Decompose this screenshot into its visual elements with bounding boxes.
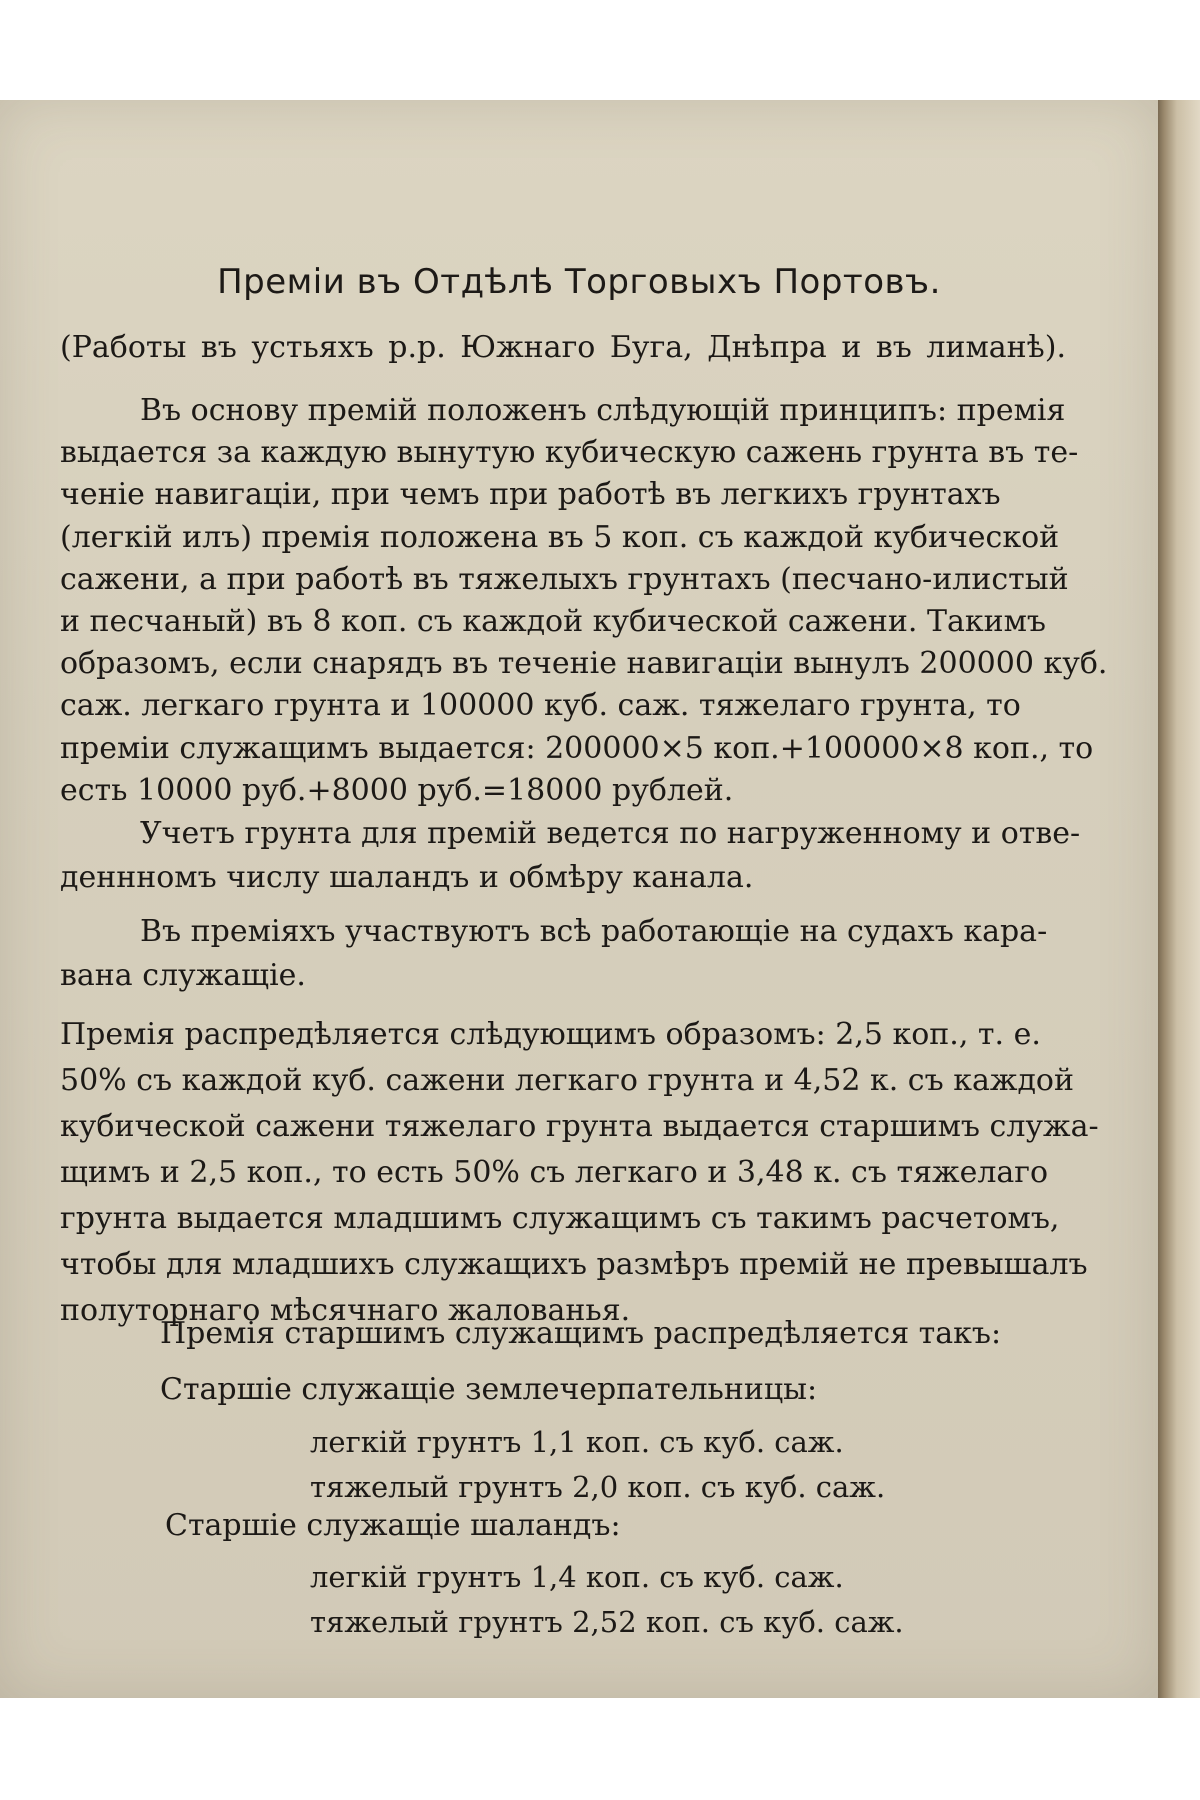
text-line: образомъ, если снарядъ въ теченіе навигаціи вынулъ 200000 куб.: [60, 646, 1108, 682]
background-margin: [0, 1698, 1200, 1800]
text-line: деннномъ числу шаландъ и обмѣру канала.: [60, 860, 754, 895]
text-line: чтобы для младшихъ служащихъ размѣръ премій не превышалъ: [60, 1247, 1088, 1282]
text-line: кубической сажени тяжелаго грунта выдается старшимъ служа-: [60, 1109, 1099, 1144]
text-line: грунта выдается младшимъ служащимъ съ такимъ расчетомъ,: [60, 1201, 1060, 1236]
paragraph-participants: [60, 910, 1060, 998]
list-item: тяжелый грунтъ 2,0 коп. съ куб. саж.: [310, 1470, 886, 1504]
text-line: Премія распредѣляется слѣдующимъ образомъ: 2,5 коп., т. е.: [60, 1017, 1041, 1052]
text-line: 50% съ каждой куб. сажени легкаго грунта и 4,52 к. съ каждой: [60, 1063, 1074, 1098]
list-item: легкій грунтъ 1,4 коп. съ куб. саж.: [310, 1560, 844, 1594]
text-line: полуторнаго мѣсячнаго жалованья.: [60, 1293, 631, 1328]
text-line: выдается за каждую вынутую кубическую сажень грунта въ те-: [60, 435, 1079, 471]
list-item: легкій грунтъ 1,1 коп. съ куб. саж.: [310, 1425, 844, 1459]
paragraph-accounting: [60, 812, 1081, 900]
text-line: (легкій илъ) премія положена въ 5 коп. съ каждой кубической: [60, 519, 1060, 555]
text-line: есть 10000 руб.+8000 руб.=18000 рублей.: [60, 772, 734, 808]
text-line: щимъ и 2,5 коп., то есть 50% съ легкаго и 3,48 к. съ тяжелаго: [60, 1155, 1049, 1190]
heading-dredger-staff: Старшіе служащіе землечерпательницы:: [160, 1372, 818, 1407]
text-line: и песчаный) въ 8 коп. съ каждой кубической сажени. Такимъ: [60, 604, 1047, 640]
list-item: тяжелый грунтъ 2,52 коп. съ куб. саж.: [310, 1605, 904, 1639]
text-line: Въ преміяхъ участвуютъ всѣ работающіе на судахъ кара-: [140, 914, 1048, 949]
text-line: ченіе навигаціи, при чемъ при работѣ въ легкихъ грунтахъ: [60, 477, 1001, 513]
heading-barge-staff: Старшіе служащіе шаландъ:: [165, 1508, 621, 1543]
page-subtitle: (Работы въ устьяхъ р.р. Южнаго Буга, Днѣпра и въ лиманѣ).: [60, 330, 1066, 365]
page-title: Преміи въ Отдѣлѣ Торговыхъ Портовъ.: [217, 262, 941, 302]
text-line: Въ основу премій положенъ слѣдующій принципъ: премія: [140, 393, 1066, 428]
paragraph-senior-intro: Премія старшимъ служащимъ распредѣляется такъ:: [160, 1316, 1002, 1351]
paragraph-distribution: [60, 1012, 1099, 1334]
paragraph-principle: [60, 390, 1108, 812]
text-line: преміи служащимъ выдается: 200000×5 коп.+100000×8 коп., то: [60, 730, 1094, 766]
text-line: саж. легкаго грунта и 100000 куб. саж. тяжелаго грунта, то: [60, 688, 1021, 724]
barge-rates-list: [310, 1555, 904, 1645]
text-line: сажени, а при работѣ въ тяжелыхъ грунтахъ (песчано-илистый: [60, 561, 1069, 597]
page-edge: [1158, 100, 1200, 1698]
text-line: вана служащіе.: [60, 958, 306, 993]
text-line: Учетъ грунта для премій ведется по нагруженному и отве-: [140, 816, 1081, 851]
dredger-rates-list: [310, 1420, 885, 1510]
